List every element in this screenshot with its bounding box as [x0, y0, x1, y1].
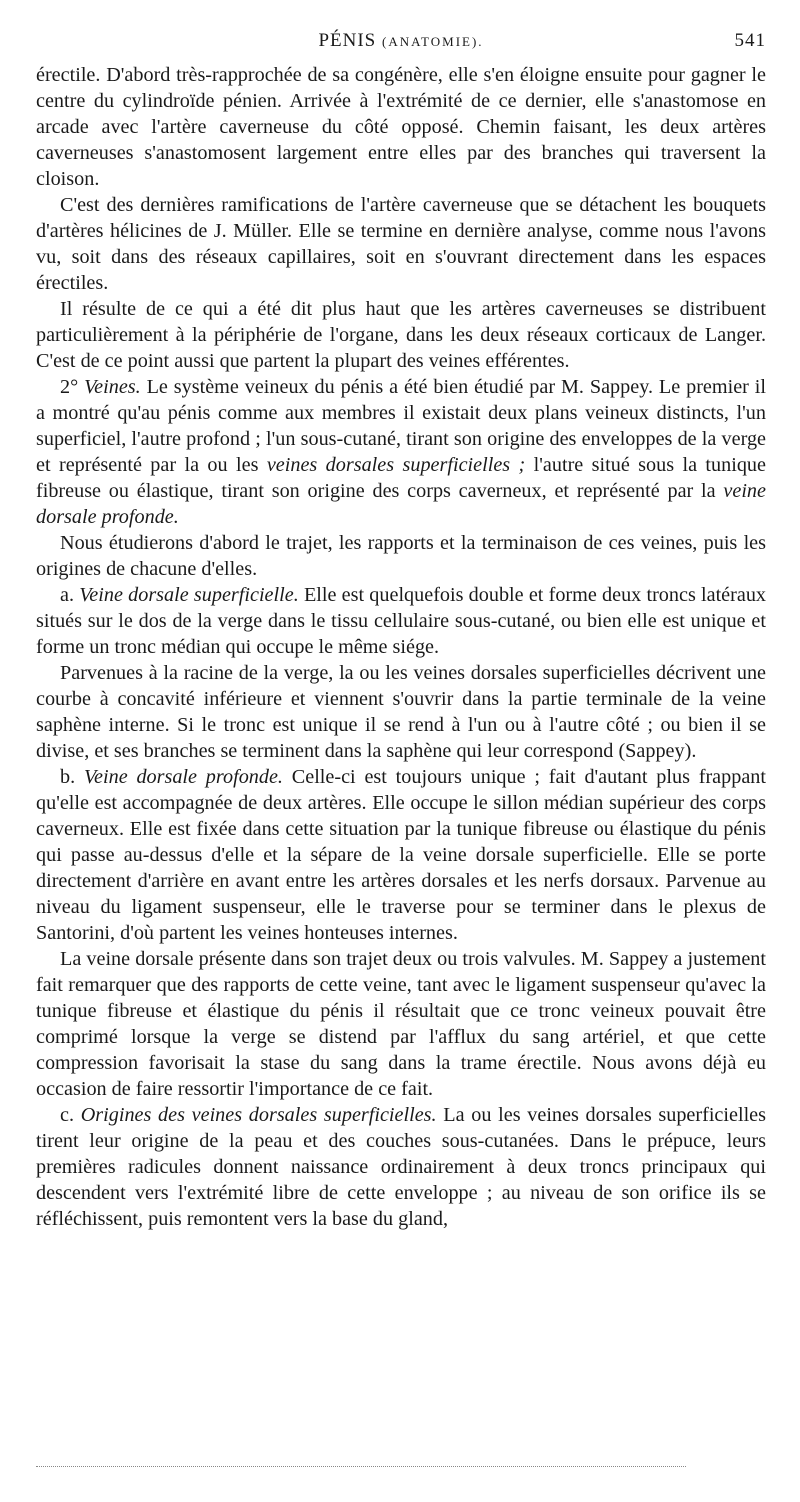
text-run: Le système veineux du pénis a été bien étudié par M. Sappey. Le premier il a montré qu'au pénis comme aux membres il existait deux plans veineux distincts, l'un superficiel, l'autre profond ; l'un sous-cutané, tirant son origine des enveloppes de la verge et représenté par la ou les: [36, 376, 767, 476]
page-number: 541: [734, 30, 766, 51]
italic-term: veine dorsale profonde.: [36, 480, 766, 528]
text-run: Parvenues à la racine de la verge, la ou les veines dorsales superficielles décrivent une courbe à concavité inférieure et viennent s'ouvrir dans la partie terminale de la veine saphène interne. Si le tronc est unique il se rend à l'un ou à l'autre côté ; ou bien il se divise, et ses branches se terminent dans la saphène qui leur correspond (Sappey).: [36, 662, 766, 762]
running-title-subtitle: (ANATOMIE).: [381, 34, 484, 49]
italic-term: Veine dorsale superficielle.: [79, 584, 299, 606]
italic-term: veines dorsales superficielles ;: [266, 454, 526, 476]
text-run: 2°: [60, 376, 85, 398]
paragraph: [36, 660, 766, 764]
running-title-main: PÉNIS: [318, 30, 377, 51]
italic-term: Veines.: [84, 376, 141, 398]
text-run: La veine dorsale présente dans son trajet deux ou trois valvules. M. Sappey a justement fait remarquer que des rapports de cette veine, tant avec le ligament suspenseur qu'avec la tunique fibreuse et élastique du pénis il résultait que ce tronc veineux pouvait être comprimé lorsque la verge se distend par l'afflux du sang artériel, et que cette compression favorisait la stase du sang dans la trame érectile. Nous avons déjà eu occasion de faire ressortir l'importance de ce fait.: [36, 948, 766, 1100]
paragraph: [36, 62, 766, 192]
text-run: l'autre situé sous la tunique fibreuse ou élastique, tirant son origine des corps caverneux, et représenté par la: [36, 454, 766, 502]
paragraph: [36, 192, 766, 296]
running-header: [36, 26, 766, 62]
text-run: Nous étudierons d'abord le trajet, les rapports et la terminaison de ces veines, puis les origines de chacune d'elles.: [36, 532, 766, 580]
footer-rule: [36, 1466, 686, 1467]
paragraph: [36, 764, 766, 946]
document-page: [36, 26, 766, 1232]
text-run: érectile. D'abord très-rapprochée de sa congénère, elle s'en éloigne ensuite pour gagner le centre du cylindroïde pénien. Arrivée à l'extrémité de ce dernier, elle s'anastomose en arcade avec l'artère caverneuse du côté opposé. Chemin faisant, les deux artères caverneuses s'anastomosent largement entre elles par des branches qui traversent la cloison.: [36, 64, 766, 190]
text-run: a.: [60, 584, 80, 606]
paragraph: [36, 374, 766, 530]
text-run: b.: [60, 766, 84, 788]
paragraph: [36, 946, 766, 1102]
text-run: C'est des dernières ramifications de l'artère caverneuse que se détachent les bouquets d'artères hélicines de J. Müller. Elle se termine en dernière analyse, comme nous l'avons vu, soit dans des réseaux capillaires, soit en s'ouvrant directement dans les espaces érectiles.: [36, 194, 766, 294]
text-run: c.: [60, 1104, 81, 1126]
text-run: Elle est quelquefois double et forme deux troncs latéraux situés sur le dos de la verge dans le tissu cellulaire sous-cutané, ou bien elle est unique et forme un tronc médian qui occupe le même siége.: [36, 584, 767, 658]
paragraph: [36, 1102, 766, 1232]
italic-term: Veine dorsale profonde.: [83, 766, 283, 788]
italic-term: Origines des veines dorsales superficielles.: [80, 1104, 437, 1126]
text-run: La ou les veines dorsales superficielles tirent leur origine de la peau et des couches sous-cutanées. Dans le prépuce, leurs premières radicules donnent naissance ordinairement à deux troncs principaux qui descendent vers l'extrémité libre de cette enveloppe ; au niveau de son orifice ils se réfléchissent, puis remontent vers la base du gland,: [36, 1104, 766, 1230]
paragraph: [36, 582, 766, 660]
text-run: Il résulte de ce qui a été dit plus haut que les artères caverneuses se distribuent particulièrement à la périphérie de l'organe, dans les deux réseaux corticaux de Langer. C'est de ce point aussi que partent la plupart des veines efférentes.: [36, 298, 766, 372]
text-run: Celle-ci est toujours unique ; fait d'autant plus frappant qu'elle est accompagnée de deux artères. Elle occupe le sillon médian supérieur des corps caverneux. Elle est fixée dans cette situation par la tunique fibreuse ou élastique du pénis qui passe au-dessus d'elle et la sépare de la veine dorsale superficielle. Elle se porte directement d'arrière en avant entre les artères dorsales et les nerfs dorsaux. Parvenue au niveau du ligament suspenseur, elle le traverse pour se terminer dans le plexus de Santorini, d'où partent les veines honteuses internes.: [36, 766, 766, 944]
paragraph: [36, 530, 766, 582]
paragraph: [36, 296, 766, 374]
running-title: [36, 30, 766, 52]
body-text: [36, 62, 766, 1232]
